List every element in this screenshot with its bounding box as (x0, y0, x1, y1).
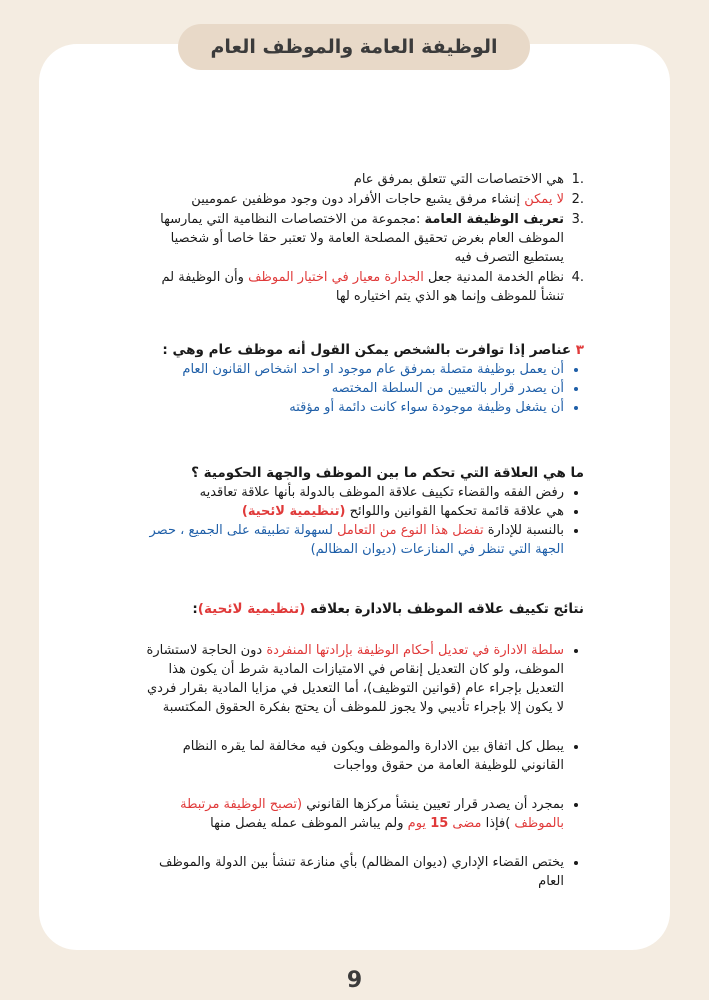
list-item: • رفض الفقه والقضاء تكييف علاقة الموظف بالدولة بأنها علاقة تعاقديه (140, 483, 564, 502)
elements-list (140, 360, 584, 417)
relation-section (140, 463, 584, 559)
list-item: .3 تعريف الوظيفة العامة :مجموعة من الاختصاصات النظامية التي يمارسها الموظف العام بغرض تحقيق المصلحة العامة ولا تعتبر حقا خاصا أو شخصيا يستطيع التصرف فيه (160, 212, 584, 265)
document-body (140, 170, 584, 911)
section-heading: ٣ عناصر إذا توافرت بالشخص يمكن القول أنه موظف عام وهي : (162, 342, 584, 358)
section-heading: ما هي العلاقة التي تحكم ما بين الموظف والجهة الحكومية ؟ (191, 465, 584, 481)
list-item: • يختص القضاء الإداري (ديوان المظالم) بأي منازعة تنشأ بين الدولة والموظف العام (140, 853, 564, 891)
results-list (140, 641, 584, 891)
list-item: • هي علاقة قائمة تحكمها القوانين واللوائح (تنظيمية لائحية) (140, 502, 564, 521)
list-item: • أن يصدر قرار بالتعيين من السلطة المختصه (140, 379, 564, 398)
page-title: الوظيفة العامة والموظف العام (178, 24, 530, 70)
list-item: .4 نظام الخدمة المدنية جعل الجدارة معيار في اختيار الموظف وأن الوظيفة لم تنشأ للموظف وإنما هو الذي يتم اختياره لها (161, 270, 584, 304)
list-item: • أن يشغل وظيفة موجودة سواء كانت دائمة أو مؤقته (140, 398, 564, 417)
list-item: • أن يعمل بوظيفة متصلة بمرفق عام موجود او احد اشخاص القانون العام (140, 360, 564, 379)
intro-list (140, 170, 584, 306)
list-item: .1 هي الاختصاصات التي تتعلق بمرفق عام (353, 172, 584, 187)
list-item: • بمجرد أن يصدر قرار تعيين ينشأ مركزها القانوني (تصبح الوظيفة مرتبطة بالموظف )فإذا مضى 15 يوم ولم يباشر الموظف عمله يفصل منها (140, 795, 564, 833)
page-number: 9 (346, 968, 363, 993)
list-item: .2 لا يمكن إنشاء مرفق يشبع حاجات الأفراد دون وجود موظفين عموميين (191, 192, 584, 207)
relation-list (140, 483, 584, 559)
section-heading: نتائج تكييف علاقه الموظف بالادارة بعلاقه (تنظيمية لائحية): (192, 601, 584, 617)
results-section (140, 599, 584, 891)
elements-section (140, 340, 584, 417)
list-item: • يبطل كل اتفاق بين الادارة والموظف ويكون فيه مخالفة لما يقره النظام القانوني للوظيفة العامة من حقوق وواجبات (140, 737, 564, 775)
list-item: • سلطة الادارة في تعديل أحكام الوظيفة بإرادتها المنفردة دون الحاجة لاستشارة الموظف، ولو كان التعديل إنقاص في الامتيازات المادية شرط أن يكون هذا التعديل بإجراء عام (قوانين التوظيف)، أما التعديل في مزايا المادية بقرار فردي لا يكون إلا بإجراء تأديبي ولا يجوز للموظف أن يحتج بفكرة الحقوق المكتسبة (140, 641, 564, 717)
list-item: • بالنسبة للإدارة تفضل هذا النوع من التعامل لسهولة تطبيقه على الجميع ، حصر الجهة التي تنظر في المنازعات (ديوان المظالم) (140, 521, 564, 559)
